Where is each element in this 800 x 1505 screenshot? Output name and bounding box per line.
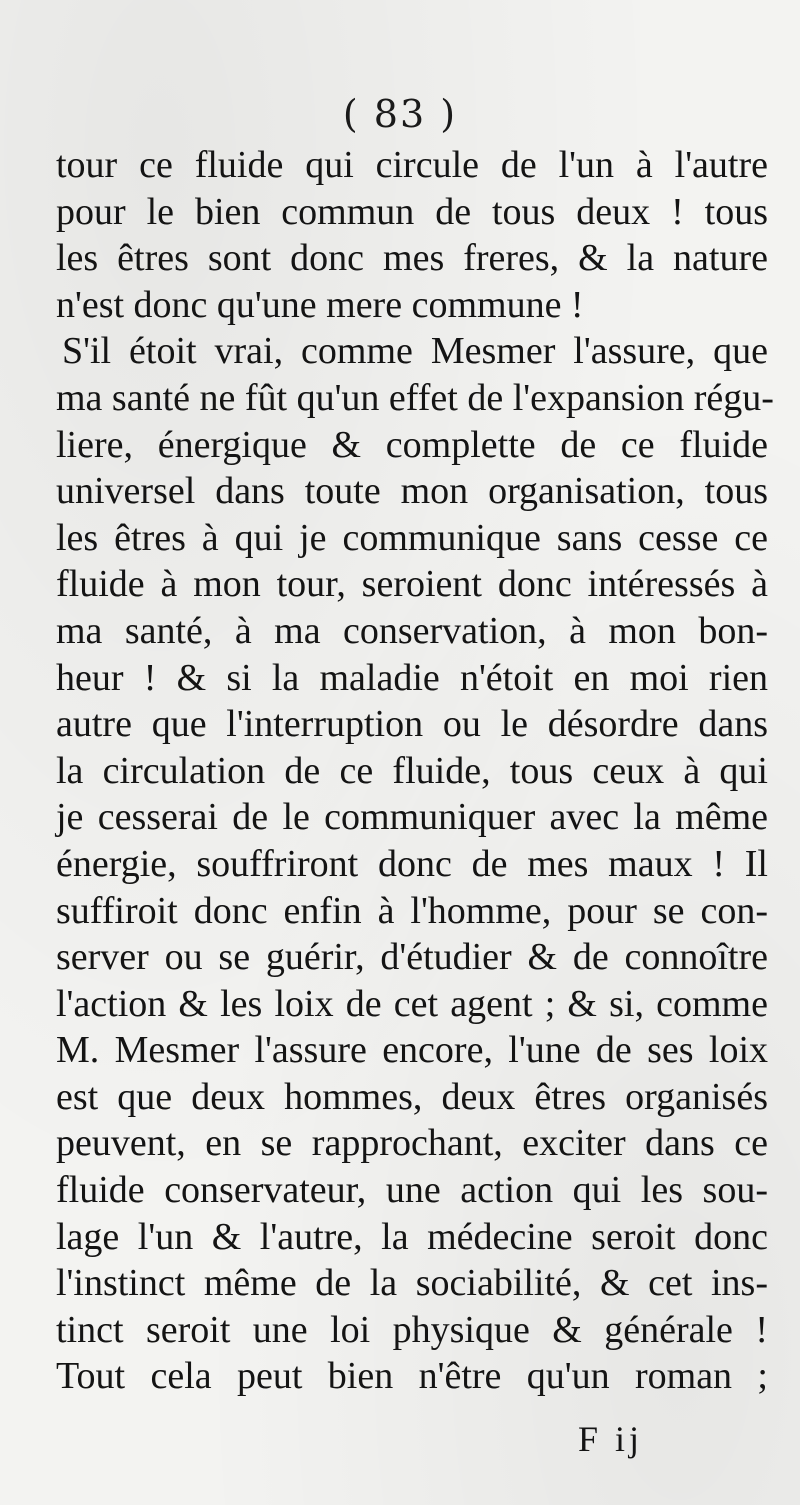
body-text bbox=[56, 142, 774, 1400]
text-line: Tout cela peut bien n'être qu'un roman ; bbox=[56, 1355, 768, 1398]
text-line: lage l'un & l'autre, la médecine seroit donc bbox=[56, 1215, 768, 1258]
text-line: n'est donc qu'une mere commune ! bbox=[56, 283, 584, 326]
text-line: S'il étoit vrai, comme Mesmer l'assure, que bbox=[62, 330, 768, 373]
text-line: liere, énergique & complette de ce fluide bbox=[56, 423, 768, 466]
text-line: ma santé, à ma conservation, à mon bon- bbox=[56, 609, 768, 652]
text-line: suffiroit donc enfin à l'homme, pour se con- bbox=[56, 889, 768, 932]
text-line: fluide à mon tour, seroient donc intéressés à bbox=[56, 563, 768, 606]
text-line: fluide conservateur, une action qui les sou- bbox=[56, 1169, 768, 1212]
text-line: la circulation de ce fluide, tous ceux à qui bbox=[56, 749, 768, 792]
text-line: les êtres sont donc mes freres, & la nature bbox=[56, 237, 768, 280]
text-line: server ou se guérir, d'étudier & de connoître bbox=[56, 936, 768, 979]
text-line: heur ! & si la maladie n'étoit en moi rien bbox=[56, 656, 768, 699]
text-line: pour le bien commun de tous deux ! tous bbox=[56, 190, 768, 233]
text-line: les êtres à qui je communique sans cesse ce bbox=[56, 516, 768, 559]
text-line: M. Mesmer l'assure encore, l'une de ses loix bbox=[56, 1029, 768, 1072]
text-line: universel dans toute mon organisation, tous bbox=[56, 470, 768, 513]
text-line: autre que l'interruption ou le désordre dans bbox=[56, 703, 768, 746]
text-line: tour ce fluide qui circule de l'un à l'autre bbox=[56, 144, 768, 186]
text-line: tinct seroit une loi physique & générale ! bbox=[56, 1308, 768, 1351]
signature-mark: F ij bbox=[578, 1419, 644, 1459]
text-line: énergie, souffriront donc de mes maux ! Il bbox=[56, 842, 768, 885]
text-line: peuvent, en se rapprochant, exciter dans ce bbox=[56, 1122, 768, 1165]
text-line: je cesserai de le communiquer avec la même bbox=[56, 796, 768, 839]
text-line: est que deux hommes, deux êtres organisés bbox=[56, 1075, 768, 1118]
page-number: ( 83 ) bbox=[342, 92, 458, 136]
text-line: l'instinct même de la sociabilité, & cet ins- bbox=[56, 1262, 768, 1305]
text-line: ma santé ne fût qu'un effet de l'expansion régu- bbox=[56, 376, 774, 419]
text-line: l'action & les loix de cet agent ; & si, comme bbox=[56, 982, 768, 1025]
